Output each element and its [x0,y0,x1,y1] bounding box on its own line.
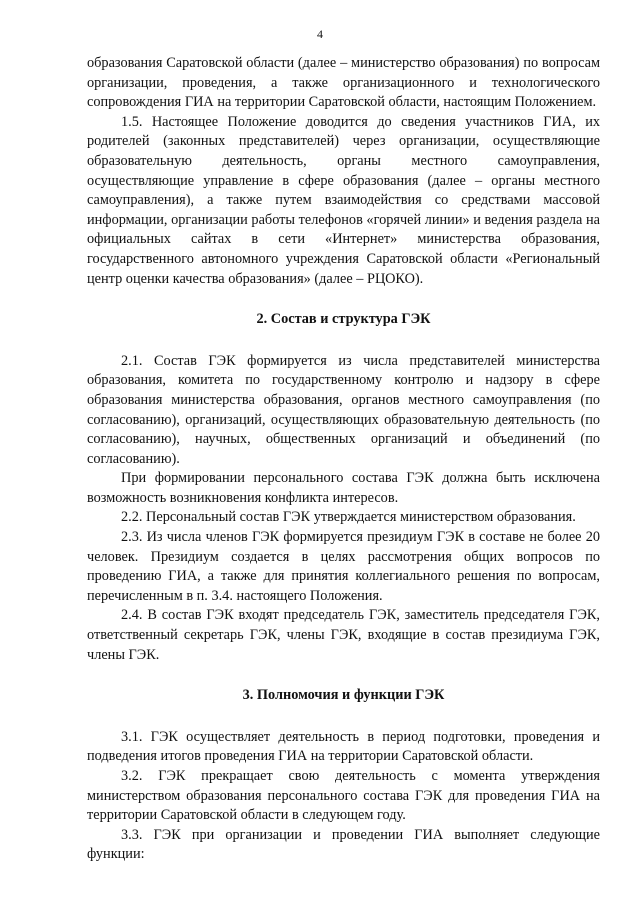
page-number: 4 [317,27,323,41]
paragraph-intro-continuation: образования Саратовской области (далее – министерство образования) по вопросам организации, проведения, а также организационного и технологического сопровождения ГИА на территории Саратовской области, настоящим Положением. [87,55,600,111]
paragraph-2-1-conflict: При формировании персонального состава ГЭК должна быть исключена возможность возникновения конфликта интересов. [87,470,600,506]
paragraph-2-4: 2.4. В состав ГЭК входят председатель ГЭК, заместитель председателя ГЭК, ответственный секретарь ГЭК, члены ГЭК, входящие в состав президиума ГЭК, члены ГЭК. [87,607,600,663]
section-3-heading: 3. Полномочия и функции ГЭК [242,687,445,704]
paragraph-2-3: 2.3. Из числа членов ГЭК формируется президиум ГЭК в составе не более 20 человек. Президиум создается в целях рассмотрения общих вопросов по проведению ГИА, а также для принятия коллегиального решения по вопросам, перечисленным в п. 3.4. настоящего Положения. [87,529,600,604]
section-2-heading: 2. Состав и структура ГЭК [256,311,431,328]
paragraph-1-5: 1.5. Настоящее Положение доводится до сведения участников ГИА, их родителей (законных представителей) через организации, осуществляющие образовательную деятельность, органы местного самоуправления, осуществляющие управление в сфере образования (далее – органы местного самоуправления), а также путем взаимодействия со средствами массовой информации, организации работы телефонов «горячей линии» и ведения раздела на официальных сайтах в сети «Интернет» министерства образования, государственного автономного учреждения Саратовской области «Региональный центр оценки качества образования» (далее – РЦОКО). [87,113,600,287]
paragraph-3-1: 3.1. ГЭК осуществляет деятельность в период подготовки, проведения и подведения итогов проведения ГИА на территории Саратовской области. [87,728,600,765]
paragraph-2-1: 2.1. Состав ГЭК формируется из числа представителей министерства образования, комитета по государственному контролю и надзору в сфере образования министерства образования, органов местного самоуправления (по согласованию), организаций, осуществляющих образовательную деятельность (по согласованию), научных, общественных организаций и объединений (по согласованию). [87,352,600,467]
paragraph-2-2: 2.2. Персональный состав ГЭК утверждается министерством образования. [121,509,576,526]
paragraph-3-2: 3.2. ГЭК прекращает свою деятельность с момента утверждения министерством образования персонального состава ГЭК для проведения ГИА на территории Саратовской области в следующем году. [87,768,600,824]
document-body [87,54,600,865]
paragraph-3-3: 3.3. ГЭК при организации и проведении ГИА выполняет следующие функции: [87,826,600,863]
